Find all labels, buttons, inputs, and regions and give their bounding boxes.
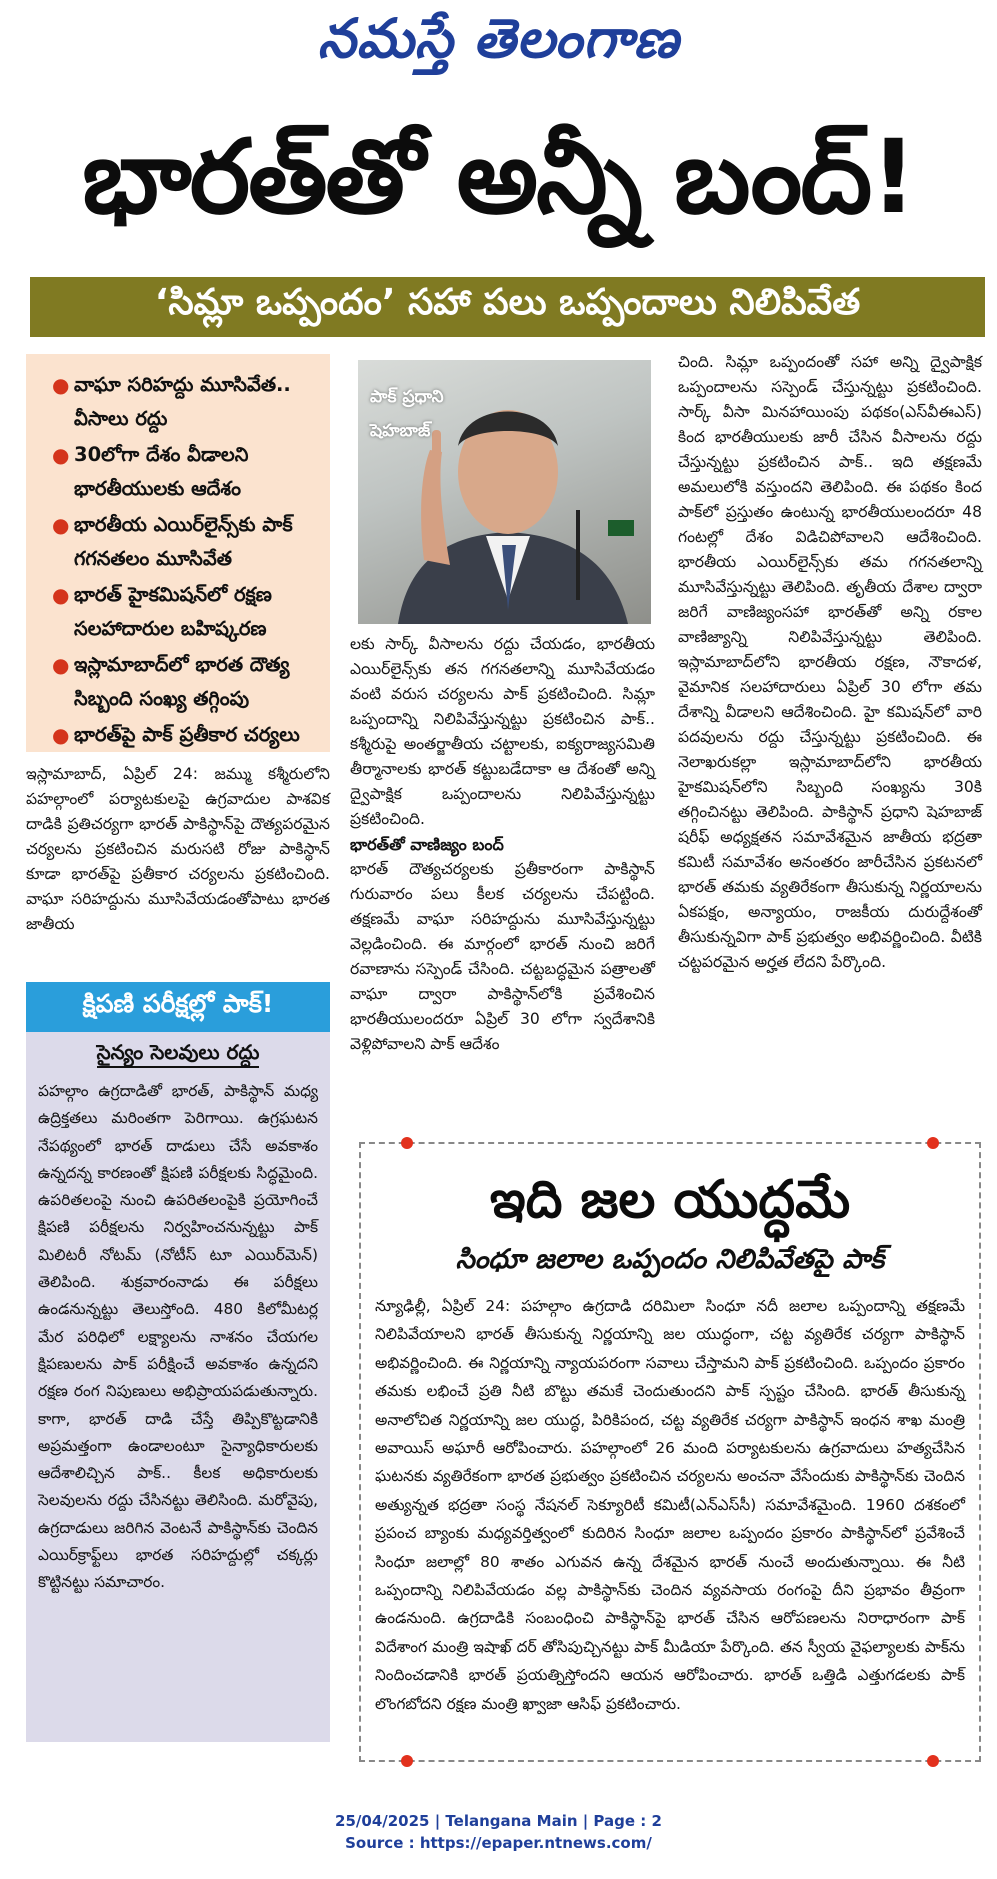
highlight-text: భారత్‌పై పాక్ ప్రతీకార చర్యలు (74, 723, 300, 746)
water-box-subtitle: సింధూ జలాల ఒప్పందం నిలిపివేతపై పాక్ (455, 1244, 885, 1275)
missile-box-subtitle-text: సైన్యం సెలవులు రద్దు (97, 1040, 260, 1068)
story-paragraph: భారత్ దౌత్యచర్యలకు ప్రతీకారంగా పాకిస్థాన్ గురువారం పలు కీలక చర్యలను చేపట్టింది. తక్షణమే వాఘా సరిహద్దును మూసివేస్తున్నట్టు వెల్లడించింది. ఈ మార్గంలో భారత్ నుంచి జరిగే రవాణాను సస్పెండ్ చేసింది. చట్టబద్ధమైన పత్రాలతో వాఘా ద్వారా పాకిస్థాన్‌లోకి ప్రవేశించిన భారతీయులందరూ ఏప్రిల్ 30 లోగా స్వదేశానికి వెళ్లిపోవాలని పాక్ ఆదేశం (350, 860, 655, 1053)
highlight-item (42, 508, 322, 576)
water-box-title: ఇది జల యుద్ధమే (489, 1170, 851, 1230)
story-paragraph: లకు సార్క్ వీసాలను రద్దు చేయడం, భారతీయ ఎయిర్‌లైన్స్‌కు తన గగనతలాన్ని మూసివేయడం వంటి వరుస చర్యలను పాక్ ప్రకటించింది. సిమ్లా ఒప్పందాన్ని నిలిపివేస్తున్నట్టు ప్రకటించిన పాక్.. కశ్మీరుపై అంతర్జాతీయ చట్టాలకు, ఐక్యరాజ్యసమితి తీర్మానాలకు భారత్ కట్టుబడేదాకా ఆ దేశంతో అన్ని ద్వైపాక్షిక ఒప్పందాలను నిలిపివేస్తున్నట్టు ప్రకటించింది. (350, 635, 655, 828)
story-subheading: భారత్‌తో వాణిజ్యం బంద్ (350, 835, 504, 854)
highlight-item (42, 438, 322, 506)
story-paragraph: చింది. సిమ్లా ఒప్పందంతో సహా అన్ని ద్వైపాక్షిక ఒప్పందాలను సస్పెండ్ చేస్తున్నట్టు ప్రకటించింది. సార్క్ వీసా మినహాయింపు పథకం(ఎస్‌వీఈఎస్) కింద భారతీయులకు జారీ చేసిన వీసాలను రద్దు చేస్తున్నట్టు ప్రకటించిన పాక్.. ఇది తక్షణమే అమలులోకి వస్తుందని తెలిపింది. ఈ పథకం కింద పాక్‌లో ప్రస్తుతం ఉంటున్న భారతీయులందరూ 48 గంటల్లో దేశం విడిచిపోవాలని ఆదేశించింది. భారతీయ ఎయిర్‌లైన్స్‌కు తమ గగనతలాన్ని మూసివేస్తున్నట్టు తెలిపింది. తృతీయ దేశాల ద్వారా జరిగే వాణిజ్యంసహా భారత్‌తో అన్ని రకాల వాణిజ్యాన్ని నిలిపివేస్తున్నట్టు తెలిపింది. ఇస్లామాబాద్‌లోని భారతీయ రక్షణ, నౌకాదళ, వైమానిక సలహాదారులు ఏప్రిల్ 30 లోగా తమ దేశాన్ని వీడాలని ఆదేశించింది. హై కమిషన్‌లో వారి పదవులను రద్దు చేస్తున్నట్టు ప్రకటించింది. ఈ నెలాఖరుకల్లా ఇస్లామాబాద్‌లోని భారతీయ హైకమిషన్‌లోని సిబ్బంది సంఖ్యను 30కి తగ్గించినట్టు తెలిపింది. పాకిస్థాన్ ప్రధాని షెహబాజ్ షరీఫ్ అధ్యక్షతన సమావేశమైన జాతీయ భద్రతా కమిటీ సమావేశం అనంతరం జారీచేసిన ప్రకటనలో భారత్ తమకు వ్యతిరేకంగా తీసుకున్న నిర్ణయాలను ఏకపక్షం, అన్యాయం, రాజకీయ దురుద్దేశంతో తీసుకున్నవిగా పాక్ ప్రభుత్వం అభివర్ణించింది. వీటికి చట్టపరమైన అర్హత లేదని పేర్కొంది. (678, 353, 982, 971)
headline-text: భారత్‌తో అన్నీ బంద్! (82, 118, 915, 237)
missile-box-body: పహల్గాం ఉగ్రదాడితో భారత్, పాకిస్థాన్ మధ్య ఉద్రిక్తతలు మరింతగా పెరిగాయి. ఉగ్రఘటన నేపథ్యంలో భారత్ దాడులు చేసే అవకాశం ఉన్నదన్న కారణంతో క్షిపణి పరీక్షలకు సిద్ధమైంది. ఉపరితలంపై నుంచి ఉపరితలంపైకి ప్రయోగించే క్షిపణి పరీక్షలను నిర్వహించనున్నట్టు పాక్ మిలిటరీ నోటమ్ (నోటీస్ టూ ఎయిర్‌మెన్) తెలిపింది. శుక్రవారంనాడు ఈ పరీక్షలు ఉండనున్నట్టు తెలుస్తోంది. 480 కిలోమీటర్ల మేర పరిధిలో లక్ష్యాలను నాశనం చేయగల క్షిపణులను పాక్ పరీక్షించే అవకాశం ఉన్నదని రక్షణ రంగ నిపుణులు అభిప్రాయపడుతున్నారు. కాగా, భారత్ దాడి చేస్తే తిప్పికొట్టడానికి అప్రమత్తంగా ఉండాలంటూ సైన్యాధికారులకు ఆదేశాలిచ్చిన పాక్.. కీలక అధికారులకు సెలవులను రద్దు చేసినట్టు తెలిసింది. మరోవైపు, ఉగ్రదాడులు జరిగిన వెంటనే పాకిస్థాన్‌కు చెందిన ఎయిర్‌క్రాఫ్ట్‌లు భారత సరిహద్దుల్లో చక్కర్లు కొట్టినట్టు సమాచారం. (38, 1082, 318, 1592)
bullet-icon: ● (52, 443, 70, 467)
highlight-text: ఇస్లామాబాద్‌లో భారత దౌత్య సిబ్బంది సంఖ్య తగ్గింపు (74, 653, 290, 710)
water-war-box (359, 1142, 981, 1762)
highlight-item (42, 648, 322, 716)
story-column-right (678, 350, 982, 1128)
highlights-box (26, 354, 330, 752)
highlight-text: భారత్ హైకమిషన్‌లో రక్షణ సలహాదారుల బహిష్కరణ (74, 583, 272, 640)
decor-dot-icon (927, 1137, 939, 1149)
bullet-icon: ● (52, 583, 70, 607)
missile-box-subtitle (26, 1040, 330, 1069)
subheadline-text: ‘సిమ్లా ఒప్పందం’ సహా పలు ఒప్పందాలు నిలిపివేత (154, 282, 861, 323)
masthead (0, 6, 997, 84)
highlight-text: వాఘా సరిహద్దు మూసివేత.. వీసాలు రద్దు (74, 373, 291, 430)
missile-test-box (26, 982, 330, 1742)
highlight-item (42, 368, 322, 436)
story-paragraph: ఇస్లామాబాద్, ఏప్రిల్ 24: జమ్ము కశ్మీరులోని పహల్గాంలో పర్యాటకులపై ఉగ్రవాదుల పాశవిక దాడికి ప్రతిచర్యగా భారత్ పాకిస్థాన్‌పై దౌత్యపరమైన చర్యలను ప్రకటించిన మరుసటి రోజు పాకిస్థాన్ కూడా భారత్‌పై ప్రతీకార చర్యలను ప్రకటించింది. వాఘా సరిహద్దును మూసివేయడంతోపాటు భారత జాతీయ (26, 765, 330, 933)
subheadline-banner (30, 277, 985, 337)
decor-dot-icon (927, 1755, 939, 1767)
photo-caption: పాక్ ప్రధాని షెహబాజ్ (370, 387, 444, 441)
footer-source-link[interactable]: Source : https://epaper.ntnews.com/ (345, 1834, 652, 1852)
decor-dot-icon (401, 1755, 413, 1767)
highlight-item (42, 578, 322, 646)
main-headline (0, 120, 997, 260)
pm-photo (358, 360, 651, 624)
footer-date-line: 25/04/2025 | Telangana Main | Page : 2 (335, 1812, 662, 1830)
story-column-left (26, 762, 330, 962)
highlight-text: భారతీయ ఎయిర్‌లైన్స్‌కు పాక్ గగనతలం మూసివేత (74, 513, 293, 570)
page-footer (0, 1810, 997, 1854)
bullet-icon: ● (52, 723, 70, 747)
bullet-icon: ● (52, 653, 70, 677)
story-column-middle (350, 632, 655, 1137)
water-box-body: న్యూఢిల్లీ, ఏప్రిల్ 24: పహల్గాం ఉగ్రదాడి దరిమిలా సింధూ నదీ జలాల ఒప్పందాన్ని తక్షణమే నిలిపివేయాలని భారత్ తీసుకున్న నిర్ణయాన్ని జల యుద్ధంగా, చట్ట వ్యతిరేక చర్యగా పాకిస్థాన్ అభివర్ణించింది. ఈ నిర్ణయాన్ని న్యాయపరంగా సవాలు చేస్తామని పాక్ ప్రకటించింది. ఒప్పందం ప్రకారం తమకు లభించే ప్రతి నీటి బొట్టు తమకే చెందుతుందని పాక్ స్పష్టం చేసింది. భారత్ తీసుకున్న అనాలోచిత నిర్ణయాన్ని జల యుద్ధ, పిరికిపంద, చట్ట వ్యతిరేక చర్యగా పాకిస్థాన్ ఇంధన శాఖ మంత్రి అవాయిస్ అఘారీ ఆరోపించారు. పహల్గాంలో 26 మంది పర్యాటకులను ఉగ్రవాదులు హత్యచేసిన ఘటనకు వ్యతిరేకంగా భారత ప్రభుత్వం ప్రకటించిన చర్యలను అంచనా వేసేందుకు పాకిస్థాన్‌కు చెందిన అత్యున్నత భద్రతా సంస్థ నేషనల్ సెక్యూరిటీ కమిటీ(ఎన్‌ఎస్‌సీ) సమావేశమైంది. 1960 దశకంలో ప్రపంచ బ్యాంకు మధ్యవర్తిత్వంలో కుదిరిన సింధూ జలాల ఒప్పందం ప్రకారం పాకిస్థాన్‌లో ప్రవేశించే సింధూ జలాల్లో 80 శాతం ఎగువన ఉన్న దేశమైన భారత్ నుంచే అందుతున్నాయి. ఈ నీటి ఒప్పందాన్ని నిలిపివేయడం వల్ల పాకిస్థాన్‌కు చెందిన వ్యవసాయ రంగంపై దీని ప్రభావం తీవ్రంగా ఉండనుంది. ఉగ్రదాడికి సంబంధించి పాకిస్థాన్‌పై భారత్ చేసిన ఆరోపణలను నిరాధారంగా పాక్ విదేశాంగ మంత్రి ఇషాఖ్ దర్ తోసిపుచ్చినట్టు పాక్ మీడియా పేర్కొంది. తన స్వీయ వైఫల్యాలకు పాక్‌ను నిందించడానికి భారత్ ప్రయత్నిస్తోందని ఆయన ఆరోపించారు. భారత్ ఒత్తిడి ఎత్తుగడలకు పాక్ లొంగబోదని రక్షణ మంత్రి ఖ్వాజా ఆసిఫ్ ప్రకటించారు. (375, 1297, 965, 1713)
highlight-item (42, 718, 322, 752)
bullet-icon: ● (52, 373, 70, 397)
highlight-text: 30లోగా దేశం వీడాలని భారతీయులకు ఆదేశం (74, 443, 249, 500)
masthead-logo: నమస్తే తెలంగాణ (317, 6, 680, 70)
decor-dot-icon (401, 1137, 413, 1149)
missile-box-title: క్షిపణి పరీక్షల్లో పాక్! (26, 982, 330, 1032)
bullet-icon: ● (52, 513, 70, 537)
